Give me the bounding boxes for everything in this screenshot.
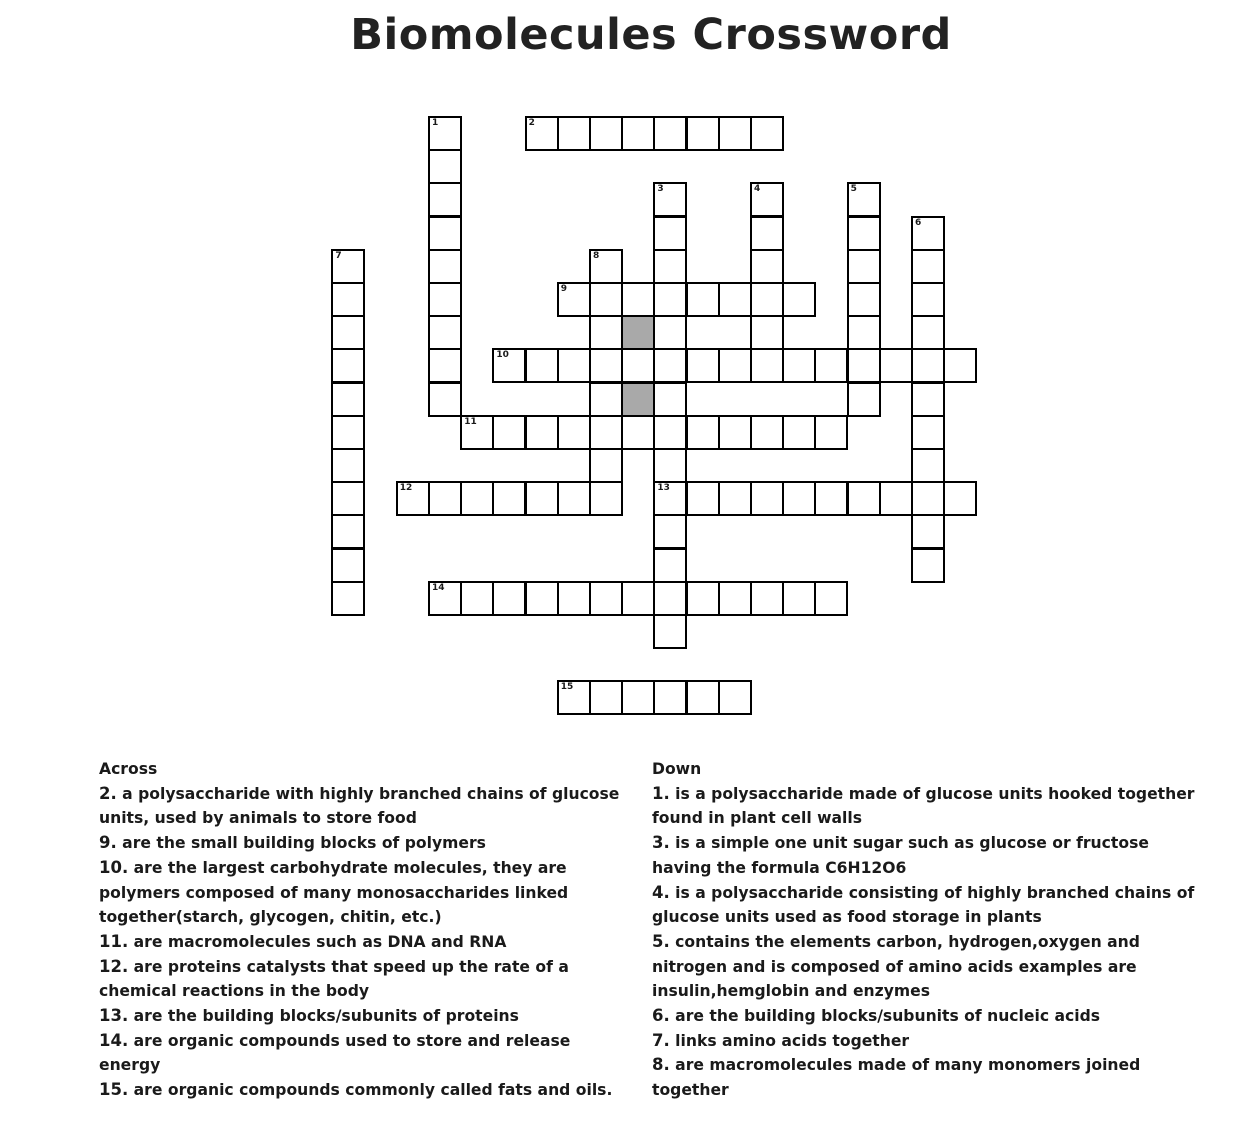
grid-cell[interactable] bbox=[557, 415, 591, 450]
clue-item bbox=[652, 930, 1212, 1004]
down-heading: Down bbox=[652, 760, 702, 778]
clue-number: 8 bbox=[593, 250, 600, 261]
grid-cell[interactable] bbox=[814, 415, 848, 450]
clue-number: 7 bbox=[335, 250, 342, 261]
across-clues bbox=[99, 757, 624, 1103]
grid-cell[interactable] bbox=[911, 348, 945, 383]
grid-cell[interactable] bbox=[460, 481, 494, 516]
clue-item-text: are macromolecules such as DNA and RNA bbox=[128, 932, 507, 951]
clue-item-text: are the building blocks/subunits of proteins bbox=[128, 1007, 519, 1026]
clue-item-text: are the small building blocks of polymers bbox=[116, 834, 486, 853]
grid-cell[interactable] bbox=[911, 448, 945, 483]
grid-cell[interactable] bbox=[847, 481, 881, 516]
grid-cell[interactable] bbox=[782, 282, 816, 317]
grid-cell[interactable] bbox=[428, 348, 462, 383]
grid-cell[interactable] bbox=[428, 581, 462, 616]
grid-cell[interactable] bbox=[460, 415, 494, 450]
clue-item-text: are proteins catalysts that speed up the rate of a chemical reactions in the body bbox=[99, 957, 569, 1001]
grid-cell[interactable] bbox=[653, 182, 687, 217]
grid-cell[interactable] bbox=[331, 315, 365, 350]
grid-cell[interactable] bbox=[589, 315, 623, 350]
grid-cell[interactable] bbox=[782, 415, 816, 450]
grid-cell[interactable] bbox=[589, 382, 623, 417]
across-heading: Across bbox=[99, 760, 158, 778]
clue-number: 9 bbox=[560, 284, 568, 294]
clue-number: 10 bbox=[496, 350, 509, 361]
clue-item bbox=[99, 856, 624, 930]
clue-item bbox=[99, 930, 624, 955]
grid-cell[interactable] bbox=[331, 448, 365, 483]
grid-cell[interactable] bbox=[589, 116, 623, 151]
grid-cell[interactable] bbox=[653, 216, 687, 251]
grid-cell[interactable] bbox=[653, 614, 687, 649]
clue-item bbox=[652, 1053, 1212, 1102]
clue-item bbox=[99, 1078, 624, 1103]
clue-item bbox=[99, 1029, 624, 1078]
clue-number: 13 bbox=[657, 483, 670, 494]
grid-cell[interactable] bbox=[525, 116, 559, 151]
grid-cell[interactable] bbox=[750, 182, 784, 217]
grid-cell[interactable] bbox=[750, 415, 784, 450]
grid-cell[interactable] bbox=[331, 382, 365, 417]
clue-number: 2 bbox=[528, 118, 535, 128]
grid-cell[interactable] bbox=[653, 116, 687, 151]
grid-cell[interactable] bbox=[492, 481, 526, 516]
clue-number: 4 bbox=[754, 184, 761, 195]
clue-item-number: 15. bbox=[99, 1080, 129, 1100]
clue-item-text: is a polysaccharide made of glucose units hooked together found in plant cell walls bbox=[652, 784, 1195, 828]
grid-cell[interactable] bbox=[911, 382, 945, 417]
grid-cell[interactable] bbox=[653, 514, 687, 549]
grid-cell[interactable] bbox=[750, 282, 784, 317]
grid-cell[interactable] bbox=[331, 282, 365, 317]
grid-cell[interactable] bbox=[557, 116, 591, 151]
grid-cell[interactable] bbox=[686, 415, 720, 450]
grid-cell[interactable] bbox=[879, 348, 913, 383]
grid-cell[interactable] bbox=[396, 481, 430, 516]
grid-cell[interactable] bbox=[331, 481, 365, 516]
grid-cell[interactable] bbox=[911, 282, 945, 317]
grid-cell[interactable] bbox=[653, 315, 687, 350]
grid-cell[interactable] bbox=[911, 548, 945, 583]
grid-cell[interactable] bbox=[492, 348, 526, 383]
clue-item-number: 9. bbox=[99, 833, 117, 853]
grid-cell[interactable] bbox=[847, 249, 881, 284]
grid-cell[interactable] bbox=[653, 249, 687, 284]
blank-cell bbox=[621, 315, 655, 350]
grid-cell[interactable] bbox=[911, 216, 945, 251]
grid-cell[interactable] bbox=[718, 415, 752, 450]
clue-number: 5 bbox=[850, 184, 857, 195]
clue-number: 6 bbox=[915, 217, 922, 228]
grid-cell[interactable] bbox=[814, 348, 848, 383]
clue-item-text: is a simple one unit sugar such as glucose or fructose having the formula C6H12O6 bbox=[652, 834, 1149, 877]
grid-cell[interactable] bbox=[911, 415, 945, 450]
grid-cell[interactable] bbox=[911, 249, 945, 284]
grid-cell[interactable] bbox=[653, 382, 687, 417]
clue-item-number: 6. bbox=[652, 1006, 670, 1026]
grid-cell[interactable] bbox=[943, 481, 977, 516]
grid-cell[interactable] bbox=[750, 116, 784, 151]
grid-cell[interactable] bbox=[750, 315, 784, 350]
grid-cell[interactable] bbox=[782, 581, 816, 616]
clue-item-number: 2. bbox=[99, 783, 117, 803]
clue-number: 14 bbox=[432, 582, 445, 593]
clue-item bbox=[652, 782, 1212, 831]
clue-item-number: 4. bbox=[652, 882, 670, 902]
grid-cell[interactable] bbox=[750, 216, 784, 251]
grid-cell[interactable] bbox=[428, 182, 462, 217]
grid-cell[interactable] bbox=[750, 481, 784, 516]
clue-item bbox=[652, 1029, 1212, 1054]
grid-cell[interactable] bbox=[428, 481, 462, 516]
grid-cell[interactable] bbox=[589, 680, 623, 715]
grid-cell[interactable] bbox=[621, 680, 655, 715]
grid-cell[interactable] bbox=[621, 415, 655, 450]
grid-cell[interactable] bbox=[525, 481, 559, 516]
grid-cell[interactable] bbox=[750, 581, 784, 616]
grid-cell[interactable] bbox=[686, 680, 720, 715]
grid-cell[interactable] bbox=[686, 348, 720, 383]
grid-cell[interactable] bbox=[557, 282, 591, 317]
grid-cell[interactable] bbox=[847, 282, 881, 317]
clue-item-text: are macromolecules made of many monomers joined together bbox=[652, 1056, 1141, 1100]
grid-cell[interactable] bbox=[557, 581, 591, 616]
down-clue-list bbox=[652, 782, 1212, 1103]
grid-cell[interactable] bbox=[525, 348, 559, 383]
grid-cell[interactable] bbox=[653, 481, 687, 516]
grid-cell[interactable] bbox=[557, 481, 591, 516]
grid-cell[interactable] bbox=[847, 216, 881, 251]
grid-cell[interactable] bbox=[847, 315, 881, 350]
grid-cell[interactable] bbox=[492, 581, 526, 616]
grid-cell[interactable] bbox=[331, 581, 365, 616]
grid-cell[interactable] bbox=[750, 249, 784, 284]
grid-cell[interactable] bbox=[653, 448, 687, 483]
clue-item-number: 12. bbox=[99, 956, 129, 976]
grid-cell[interactable] bbox=[589, 348, 623, 383]
grid-cell[interactable] bbox=[589, 415, 623, 450]
grid-cell[interactable] bbox=[331, 514, 365, 549]
clue-item-number: 10. bbox=[99, 857, 129, 877]
clue-item-text: are the largest carbohydrate molecules, they are polymers composed of many monosaccharides linked together(starch, glycogen, chitin, etc.) bbox=[99, 858, 569, 927]
grid-cell[interactable] bbox=[331, 249, 365, 284]
grid-cell[interactable] bbox=[782, 481, 816, 516]
grid-cell[interactable] bbox=[718, 680, 752, 715]
clue-item-number: 7. bbox=[652, 1030, 670, 1050]
clue-item bbox=[652, 881, 1212, 930]
clue-number: 3 bbox=[657, 184, 664, 195]
clue-item bbox=[99, 831, 624, 856]
clue-number: 12 bbox=[399, 483, 413, 494]
grid-cell[interactable] bbox=[331, 348, 365, 383]
grid-cell[interactable] bbox=[621, 348, 655, 383]
grid-cell[interactable] bbox=[653, 581, 687, 616]
clue-item-number: 5. bbox=[652, 931, 670, 951]
grid-cell[interactable] bbox=[589, 581, 623, 616]
grid-cell[interactable] bbox=[718, 481, 752, 516]
grid-cell[interactable] bbox=[847, 182, 881, 217]
clue-item-number: 8. bbox=[652, 1055, 670, 1075]
clue-item bbox=[652, 831, 1212, 880]
grid-cell[interactable] bbox=[911, 481, 945, 516]
grid-cell[interactable] bbox=[557, 348, 591, 383]
grid-cell[interactable] bbox=[331, 415, 365, 450]
clue-item bbox=[99, 1004, 624, 1029]
down-clues bbox=[652, 757, 1212, 1103]
grid-cell[interactable] bbox=[331, 548, 365, 583]
grid-cell[interactable] bbox=[943, 348, 977, 383]
grid-cell[interactable] bbox=[428, 282, 462, 317]
grid-cell[interactable] bbox=[718, 581, 752, 616]
grid-cell[interactable] bbox=[814, 581, 848, 616]
grid-cell[interactable] bbox=[686, 581, 720, 616]
grid-cell[interactable] bbox=[847, 348, 881, 383]
clue-item-text: are the building blocks/subunits of nucleic acids bbox=[669, 1007, 1101, 1026]
clue-number: 15 bbox=[560, 682, 574, 693]
grid-cell[interactable] bbox=[782, 348, 816, 383]
clue-item-text: a polysaccharide with highly branched chains of glucose units, used by animals to store food bbox=[99, 784, 620, 828]
clue-item-text: are organic compounds commonly called fats and oils. bbox=[128, 1081, 613, 1100]
clue-item bbox=[99, 955, 624, 1004]
grid-cell[interactable] bbox=[653, 415, 687, 450]
grid-cell[interactable] bbox=[621, 116, 655, 151]
grid-cell[interactable] bbox=[428, 216, 462, 251]
grid-cell[interactable] bbox=[460, 581, 494, 616]
grid-cell[interactable] bbox=[718, 348, 752, 383]
grid-cell[interactable] bbox=[428, 382, 462, 417]
clue-item-number: 13. bbox=[99, 1006, 129, 1026]
grid-cell[interactable] bbox=[589, 282, 623, 317]
clue-item-text: is a polysaccharide consisting of highly branched chains of glucose units used as food storage in plants bbox=[652, 883, 1195, 927]
grid-cell[interactable] bbox=[621, 581, 655, 616]
grid-cell[interactable] bbox=[718, 116, 752, 151]
clue-item-text: are organic compounds used to store and release energy bbox=[99, 1031, 571, 1075]
grid-cell[interactable] bbox=[653, 348, 687, 383]
grid-cell[interactable] bbox=[428, 116, 462, 151]
clue-number: 1 bbox=[432, 118, 439, 128]
grid-cell[interactable] bbox=[686, 481, 720, 516]
grid-cell[interactable] bbox=[653, 282, 687, 317]
grid-cell[interactable] bbox=[525, 581, 559, 616]
clue-item-text: links amino acids together bbox=[669, 1031, 910, 1050]
grid-cell[interactable] bbox=[814, 481, 848, 516]
grid-cell[interactable] bbox=[653, 680, 687, 715]
clue-item-number: 11. bbox=[99, 931, 129, 951]
clue-number: 11 bbox=[464, 416, 477, 427]
grid-cell[interactable] bbox=[589, 249, 623, 284]
across-clue-list bbox=[99, 782, 624, 1103]
clue-item-number: 14. bbox=[99, 1030, 129, 1050]
grid-cell[interactable] bbox=[750, 348, 784, 383]
clue-item bbox=[99, 782, 624, 831]
grid-cell[interactable] bbox=[621, 282, 655, 317]
grid-cell[interactable] bbox=[525, 415, 559, 450]
clue-item-number: 3. bbox=[652, 833, 670, 853]
page-title: Biomolecules Crossword bbox=[350, 10, 952, 60]
grid-cell[interactable] bbox=[911, 315, 945, 350]
grid-cell[interactable] bbox=[847, 382, 881, 417]
grid-cell[interactable] bbox=[718, 282, 752, 317]
grid-cell[interactable] bbox=[428, 249, 462, 284]
clue-item bbox=[652, 1004, 1212, 1029]
clue-item-text: contains the elements carbon, hydrogen,oxygen and nitrogen and is composed of amino acids examples are insulin,hemglobin and enzymes bbox=[652, 932, 1140, 1001]
blank-cell bbox=[621, 382, 655, 417]
grid-cell[interactable] bbox=[428, 315, 462, 350]
grid-cell[interactable] bbox=[911, 514, 945, 549]
grid-cell[interactable] bbox=[686, 282, 720, 317]
grid-cell[interactable] bbox=[557, 680, 591, 715]
grid-cell[interactable] bbox=[589, 481, 623, 516]
grid-cell[interactable] bbox=[428, 149, 462, 184]
grid-cell[interactable] bbox=[653, 548, 687, 583]
grid-cell[interactable] bbox=[589, 448, 623, 483]
grid-cell[interactable] bbox=[686, 116, 720, 151]
clue-item-number: 1. bbox=[652, 783, 670, 803]
grid-cell[interactable] bbox=[879, 481, 913, 516]
grid-cell[interactable] bbox=[492, 415, 526, 450]
